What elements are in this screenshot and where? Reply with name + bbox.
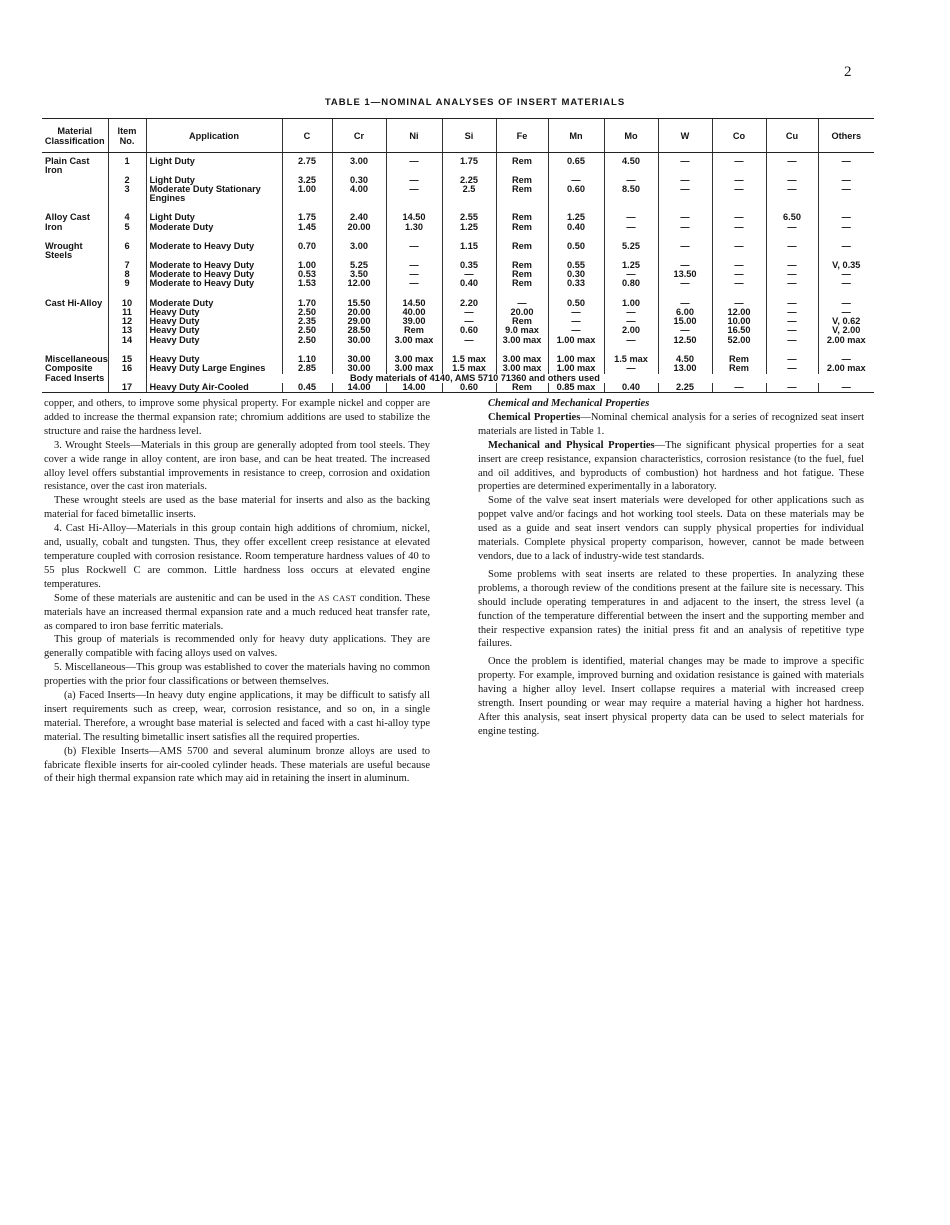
- table-header-row: [42, 119, 874, 153]
- table-cell: [42, 308, 108, 317]
- column-header: Material Classification: [42, 119, 108, 153]
- table-cell: Heavy Duty: [146, 351, 282, 364]
- column-header: Cr: [332, 119, 386, 153]
- run-in-heading: Chemical Properties: [488, 411, 581, 423]
- table-cell: 52.00: [712, 336, 766, 351]
- table-cell: Rem: [496, 317, 548, 326]
- table-cell: —: [766, 326, 818, 335]
- table-cell: —: [766, 308, 818, 317]
- column-header: Ni: [386, 119, 442, 153]
- table-cell: 16: [108, 364, 146, 373]
- table-cell: 2.50: [282, 308, 332, 317]
- table-cell: —: [712, 279, 766, 294]
- table-cell: [42, 279, 108, 294]
- table-cell: Moderate Duty: [146, 295, 282, 308]
- table-cell: Wrought Steels: [45, 241, 83, 261]
- table-cell: 17: [108, 383, 146, 393]
- table-cell: —: [766, 238, 818, 261]
- table-cell: —: [658, 185, 712, 210]
- table-cell: Heavy Duty: [146, 308, 282, 317]
- table-cell: 15.00: [658, 317, 712, 326]
- table-cell: 15: [108, 351, 146, 364]
- table-cell: 14.00: [386, 383, 442, 393]
- table-cell: Rem: [496, 185, 548, 210]
- table-cell: —: [386, 176, 442, 185]
- column-header: Fe: [496, 119, 548, 153]
- table-cell: 0.45: [282, 383, 332, 393]
- table-cell: 13.50: [658, 270, 712, 279]
- table-cell: —: [766, 270, 818, 279]
- table-cell: 5.25: [332, 261, 386, 270]
- table-cell: 3.50: [332, 270, 386, 279]
- table-cell: 6: [108, 238, 146, 261]
- table-cell: —: [548, 326, 604, 335]
- table-cell: 0.80: [604, 279, 658, 294]
- table-cell: —: [604, 336, 658, 351]
- table-cell: —: [818, 209, 874, 222]
- table-cell: 3.00 max: [386, 351, 442, 364]
- table-cell: 12.00: [332, 279, 386, 294]
- table-cell: 2.25: [658, 383, 712, 393]
- table-cell: 13.00: [658, 364, 712, 373]
- left-paragraph: This group of materials is recommended only for heavy duty applications. They are generally compatible with facing alloys used on valves.: [44, 634, 430, 660]
- table-cell: 0.40: [442, 279, 496, 294]
- table-cell: 1.15: [442, 238, 496, 261]
- table-cell: 1.30: [386, 223, 442, 238]
- table-cell: Rem: [496, 383, 548, 393]
- table-cell: —: [604, 308, 658, 317]
- table-cell: 0.30: [548, 270, 604, 279]
- table-cell: 0.85 max: [548, 383, 604, 393]
- table-cell: Composite: [45, 363, 93, 374]
- table-cell: —: [658, 326, 712, 335]
- left-paragraph: These wrought steels are used as the base material for inserts and also as the backing material for faced bimetallic inserts.: [44, 495, 430, 521]
- table-cell: —: [712, 153, 766, 176]
- table-cell: —: [604, 209, 658, 222]
- table-row: [42, 223, 874, 238]
- table-cell: 3.00 max: [496, 336, 548, 351]
- table-cell: —: [658, 223, 712, 238]
- table-cell: 1.00: [604, 295, 658, 308]
- left-text-column: [44, 397, 430, 786]
- table-cell: 2.50: [282, 336, 332, 351]
- text-run: —The significant physical properties for a seat insert are creep resistance, expansion characteristics, corrosion resistance (to the fuel, fuel and oil additives, and byproducts of combustion) hot hardness and hot fatigue. These properties are determined experimentally in a laboratory.: [478, 439, 865, 493]
- table-cell: 1.5 max: [604, 351, 658, 364]
- table-cell: —: [766, 176, 818, 185]
- table-cell: 4.50: [604, 153, 658, 176]
- table-row: [42, 279, 874, 294]
- table-body: [42, 153, 874, 393]
- table-cell: —: [604, 223, 658, 238]
- table-cell: 14.00: [332, 383, 386, 393]
- text-run: condition. These materials have an increased thermal expansion rate and a much reduced heat transfer rate, as compared to iron base ferritic materials.: [44, 592, 431, 632]
- run-in-heading: Mechanical and Physical Properties: [488, 439, 655, 451]
- table-cell: Rem: [496, 153, 548, 176]
- table-cell: 2.50: [282, 326, 332, 335]
- table-cell: —: [548, 308, 604, 317]
- table-cell: 10: [108, 295, 146, 308]
- table-cell: 0.65: [548, 153, 604, 176]
- table-cell: Light Duty: [146, 153, 282, 176]
- table-cell: —: [712, 238, 766, 261]
- table-cell: Miscellaneous: [45, 354, 108, 365]
- body-materials-note: Body materials of 4140, AMS 5710 71360 and others used: [350, 372, 600, 383]
- table-cell: —: [818, 351, 874, 364]
- table-row: [42, 209, 874, 222]
- left-paragraph: (a) Faced Inserts—In heavy duty engine applications, it may be difficult to satisfy all insert requirements such as creep, wear, corrosion resistance, and so on, in a single material. Therefore, a wrought base material is selected and faced with a cast hi-alloy type material. The resulting bimetallic insert satisfies all the required properties.: [44, 690, 430, 743]
- table-cell: 2.20: [442, 295, 496, 308]
- table-cell: —: [386, 238, 442, 261]
- table-cell: 0.30: [332, 176, 386, 185]
- table-cell: —: [442, 308, 496, 317]
- table-cell: Moderate to Heavy Duty: [146, 279, 282, 294]
- table-cell: —: [766, 223, 818, 238]
- table-cell: Alloy Cast: [45, 212, 90, 223]
- table-row: [42, 238, 874, 261]
- table-cell: —: [712, 185, 766, 210]
- table-cell: [42, 176, 108, 185]
- table-cell: 9.0 max: [496, 326, 548, 335]
- table-cell: 39.00: [386, 317, 442, 326]
- table-cell: 2: [108, 176, 146, 185]
- table-cell: —: [766, 153, 818, 176]
- table-cell: V, 0.35: [818, 261, 874, 270]
- table-cell: 1.25: [604, 261, 658, 270]
- table-cell: [42, 261, 108, 270]
- table-row: [42, 351, 874, 364]
- table-cell: 40.00: [386, 308, 442, 317]
- table-cell: 1.00 max: [548, 351, 604, 364]
- table-cell: —: [766, 383, 818, 393]
- column-header: Others: [818, 119, 874, 153]
- table-cell: 2.5: [442, 185, 496, 210]
- table-cell: Light Duty: [146, 209, 282, 222]
- table-cell: 20.00: [496, 308, 548, 317]
- table-cell: —: [818, 295, 874, 308]
- table-cell: [42, 185, 108, 210]
- table-cell: 11: [108, 308, 146, 317]
- column-header: Co: [712, 119, 766, 153]
- table-cell: 3.00 max: [496, 351, 548, 364]
- table-cell: —: [712, 270, 766, 279]
- table-cell: 3.00: [332, 238, 386, 261]
- table-cell: 5.25: [604, 238, 658, 261]
- table-cell: 0.55: [548, 261, 604, 270]
- table-cell: —: [818, 176, 874, 185]
- table-cell: —: [496, 295, 548, 308]
- table-cell: —: [766, 317, 818, 326]
- table-cell: —: [818, 153, 874, 176]
- table-cell: —: [766, 279, 818, 294]
- table-cell: 29.00: [332, 317, 386, 326]
- table-cell: 3.00: [332, 153, 386, 176]
- table-cell: Heavy Duty: [146, 326, 282, 335]
- table-cell: 2.35: [282, 317, 332, 326]
- table-cell: Moderate Duty Stationary Engines: [146, 185, 282, 210]
- table-row: [42, 295, 874, 308]
- table-cell: Rem: [496, 176, 548, 185]
- table-cell: —: [604, 317, 658, 326]
- table-cell: Heavy Duty: [146, 317, 282, 326]
- table-cell: —: [386, 279, 442, 294]
- page-number: 2: [844, 64, 852, 80]
- table-cell: 2.55: [442, 209, 496, 222]
- table-cell: Rem: [496, 261, 548, 270]
- table-cell: 30.00: [332, 351, 386, 364]
- table-cell: [42, 383, 108, 393]
- table-cell: —: [386, 153, 442, 176]
- table-cell: Light Duty: [146, 176, 282, 185]
- table-cell: 12: [108, 317, 146, 326]
- table-cell: 30.00: [332, 364, 386, 373]
- right-paragraph: Some problems with seat inserts are related to these properties. In analyzing these problems, a thorough review of the conditions present at the failure site is necessary. This should include operating temperatures in and adjacent to the insert, the stress level (a function of the temperature differential between the insert and the supporting member and their respective expansion rates) the initial press fit and an analysis of repetitive type failures.: [478, 568, 864, 650]
- table-cell: V, 0.62: [818, 317, 874, 326]
- table-cell: Rem: [496, 209, 548, 222]
- table-cell: —: [658, 295, 712, 308]
- table-cell: 1.5 max: [442, 364, 496, 373]
- column-header: C: [282, 119, 332, 153]
- table-cell: Cast Hi-Alloy: [45, 297, 103, 308]
- table-cell: —: [712, 176, 766, 185]
- table-cell: —: [766, 185, 818, 210]
- table-cell: —: [818, 383, 874, 393]
- table-cell: Moderate to Heavy Duty: [146, 238, 282, 261]
- table-cell: —: [658, 176, 712, 185]
- table-cell: Rem: [496, 270, 548, 279]
- table-cell: —: [766, 261, 818, 270]
- table-cell: —: [658, 209, 712, 222]
- right-paragraph: Once the problem is identified, material changes may be made to improve a specific property. For example, improved burning and oxidation resistance is gained with materials having a higher alloy level. Insert collapse requires a material with increased creep strength. Insert pounding or wear may require a material having a higher hot hardness. After this analysis, seat insert physical property data can be used to select materials for engine testing.: [478, 656, 864, 737]
- table-cell: 1.53: [282, 279, 332, 294]
- table-cell: 1.00 max: [548, 336, 604, 351]
- table-cell: 3.00 max: [496, 364, 548, 373]
- table-title: TABLE 1—NOMINAL ANALYSES OF INSERT MATERIALS: [324, 97, 626, 108]
- table-cell: 15.50: [332, 295, 386, 308]
- table-cell: —: [442, 270, 496, 279]
- column-header: Item No.: [108, 119, 146, 153]
- table-cell: 0.35: [442, 261, 496, 270]
- table-cell: 12.00: [712, 308, 766, 317]
- table-cell: 3: [108, 185, 146, 210]
- table-cell: —: [658, 261, 712, 270]
- table-cell: 14: [108, 336, 146, 351]
- table-cell: Rem: [386, 326, 442, 335]
- table-cell: 10.00: [712, 317, 766, 326]
- table-cell: 2.00: [604, 326, 658, 335]
- table-cell: —: [712, 209, 766, 222]
- table-cell: 4.50: [658, 351, 712, 364]
- table-cell: 5: [108, 223, 146, 238]
- left-paragraph: [44, 592, 430, 634]
- table-cell: —: [442, 336, 496, 351]
- right-paragraph: [478, 439, 864, 495]
- table-cell: —: [658, 279, 712, 294]
- left-paragraph: copper, and others, to improve some physical property. For example nickel and copper are added to increase the thermal expansion rate; chromium additions are used to stabilize the structure and raise the hardness level.: [44, 398, 430, 437]
- table-cell: 14.50: [386, 295, 442, 308]
- table-cell: —: [712, 261, 766, 270]
- table-cell: 0.60: [442, 326, 496, 335]
- table-row: [42, 383, 874, 393]
- table-cell: 14.50: [386, 209, 442, 222]
- table-cell: V, 2.00: [818, 326, 874, 335]
- table-cell: —: [712, 383, 766, 393]
- right-text-column: [478, 397, 864, 739]
- table-cell: 1.75: [282, 209, 332, 222]
- table-cell: —: [442, 317, 496, 326]
- table-cell: —: [818, 270, 874, 279]
- table-cell: 2.85: [282, 364, 332, 373]
- table-cell: 2.25: [442, 176, 496, 185]
- table-cell: [42, 270, 108, 279]
- table-cell: 0.70: [282, 238, 332, 261]
- table-cell: 0.33: [548, 279, 604, 294]
- table-cell: —: [712, 295, 766, 308]
- table-cell: 0.40: [604, 383, 658, 393]
- table-cell: 1.5 max: [442, 351, 496, 364]
- table-cell: 6.00: [658, 308, 712, 317]
- table-cell: 12.50: [658, 336, 712, 351]
- table-cell: 0.50: [548, 295, 604, 308]
- table-cell: Rem: [496, 223, 548, 238]
- column-header: Cu: [766, 119, 818, 153]
- table-cell: —: [386, 270, 442, 279]
- table-cell: 20.00: [332, 223, 386, 238]
- table-cell: 6.50: [766, 209, 818, 222]
- table-cell: Rem: [496, 238, 548, 261]
- table-cell: 3.25: [282, 176, 332, 185]
- table-cell: Moderate to Heavy Duty: [146, 261, 282, 270]
- table-row: [42, 336, 874, 351]
- table-cell: 2.00 max: [818, 364, 874, 373]
- table-cell: Moderate Duty: [146, 223, 282, 238]
- table-cell: 1: [108, 153, 146, 176]
- table-cell: Heavy Duty: [146, 336, 282, 351]
- left-paragraph: 5. Miscellaneous—This group was established to cover the materials having no common properties with the prior four classifications or between themselves.: [44, 662, 430, 688]
- table-cell: Rem: [496, 279, 548, 294]
- table-cell: 1.00: [282, 261, 332, 270]
- table-cell: —: [604, 364, 658, 373]
- table-cell: —: [658, 238, 712, 261]
- right-paragraph: [478, 411, 864, 439]
- column-header: Si: [442, 119, 496, 153]
- table-cell: Moderate to Heavy Duty: [146, 270, 282, 279]
- table-container: [42, 118, 864, 393]
- table-cell: 0.53: [282, 270, 332, 279]
- left-paragraph: 3. Wrought Steels—Materials in this group are generally adopted from tool steels. They cover a wide range in alloy content, are iron base, and can be heat treated. The increased alloy level offers substantial improvements in resistance to creep, corrosion and oxidation resistance, over the cast iron materials.: [44, 439, 430, 493]
- table-cell: [42, 336, 108, 351]
- table-cell: —: [818, 279, 874, 294]
- table-cell: 1.10: [282, 351, 332, 364]
- table-cell: 16.50: [712, 326, 766, 335]
- table-cell: 1.45: [282, 223, 332, 238]
- table-cell: Plain Cast Iron: [45, 156, 90, 176]
- table-cell: —: [548, 176, 604, 185]
- table-cell: —: [766, 351, 818, 364]
- table-cell: 4.00: [332, 185, 386, 210]
- table-cell: [42, 326, 108, 335]
- column-header: Application: [146, 119, 282, 153]
- table-cell: —: [766, 295, 818, 308]
- table-cell: Iron: [45, 221, 63, 232]
- table-cell: 1.25: [442, 223, 496, 238]
- table-cell: —: [766, 364, 818, 373]
- table-cell: —: [548, 317, 604, 326]
- table-cell: —: [818, 308, 874, 317]
- table-cell: Rem: [712, 364, 766, 373]
- table-cell: —: [712, 223, 766, 238]
- table-cell: 7: [108, 261, 146, 270]
- table-cell: 30.00: [332, 336, 386, 351]
- table-cell: 3.00 max: [386, 336, 442, 351]
- column-header: Mo: [604, 119, 658, 153]
- table-cell: —: [658, 153, 712, 176]
- table-cell: 2.75: [282, 153, 332, 176]
- table-cell: 20.00: [332, 308, 386, 317]
- table-cell: 13: [108, 326, 146, 335]
- table-cell: 3.00 max: [386, 364, 442, 373]
- table-cell: 8.50: [604, 185, 658, 210]
- right-paragraph: Some of the valve seat insert materials were developed for other applications such as poppet valve and/or facings and hot working tool steels. Data on these materials may be used as a guide and seat insert vendors can supply physical properties for individual materials. Complete physical property comparison, however, cannot be made between vendors, due to a lack of industry-wide test standards.: [478, 495, 864, 562]
- table-cell: —: [386, 261, 442, 270]
- table-cell: —: [818, 223, 874, 238]
- table-row: [42, 185, 874, 210]
- table-cell: —: [604, 176, 658, 185]
- table-cell: 8: [108, 270, 146, 279]
- table-cell: —: [818, 185, 874, 210]
- table-cell: Heavy Duty Large Engines: [146, 364, 282, 373]
- table-cell: 4: [108, 209, 146, 222]
- table-cell: 28.50: [332, 326, 386, 335]
- table-cell: 0.60: [442, 383, 496, 393]
- table-cell: Heavy Duty Air-Cooled: [146, 383, 282, 393]
- table-cell: 0.40: [548, 223, 604, 238]
- table-cell: Rem: [712, 351, 766, 364]
- table-cell: 0.50: [548, 238, 604, 261]
- column-header: Mn: [548, 119, 604, 153]
- table-cell: 1.70: [282, 295, 332, 308]
- left-paragraph: 4. Cast Hi-Alloy—Materials in this group contain high additions of chromium, nickel, and, usually, cobalt and tungsten. Thus, they offer excellent creep resistance at elevated temperature coupled with corrosion resistance. Room temperature hardness values of 40 to 55 plus Rockwell C are common. Little hardness loss occurs at elevated engine temperatures.: [44, 523, 430, 590]
- column-header: W: [658, 119, 712, 153]
- table-cell: —: [818, 238, 874, 261]
- table-cell: 2.40: [332, 209, 386, 222]
- table-cell: 1.25: [548, 209, 604, 222]
- table-row: [42, 153, 874, 176]
- table-cell: —: [386, 185, 442, 210]
- table-cell: Faced Inserts: [45, 372, 105, 383]
- table-cell: —: [766, 336, 818, 351]
- text-run: Some of these materials are austenitic and can be used in the: [54, 592, 315, 604]
- table-cell: 1.00: [282, 185, 332, 210]
- left-paragraph: (b) Flexible Inserts—AMS 5700 and several aluminum bronze alloys are used to fabricate flexible inserts for air-cooled cylinder heads. These materials are useful because of their high thermal expansion rate which may aid in retaining the insert in aluminum.: [44, 745, 430, 785]
- small-caps-term: AS CAST: [317, 592, 357, 603]
- text-run: —Nominal chemical analysis for a series of recognized seat insert materials are listed in Table 1.: [478, 411, 865, 437]
- table-cell: —: [604, 270, 658, 279]
- table-cell: 1.75: [442, 153, 496, 176]
- table-cell: [42, 317, 108, 326]
- table-cell: 9: [108, 279, 146, 294]
- nominal-analyses-table: [42, 118, 874, 393]
- table-cell: 0.60: [548, 185, 604, 210]
- table-cell: 2.00 max: [818, 336, 874, 351]
- table-cell: 1.00 max: [548, 364, 604, 373]
- section-heading: Chemical and Mechanical Properties: [488, 398, 650, 409]
